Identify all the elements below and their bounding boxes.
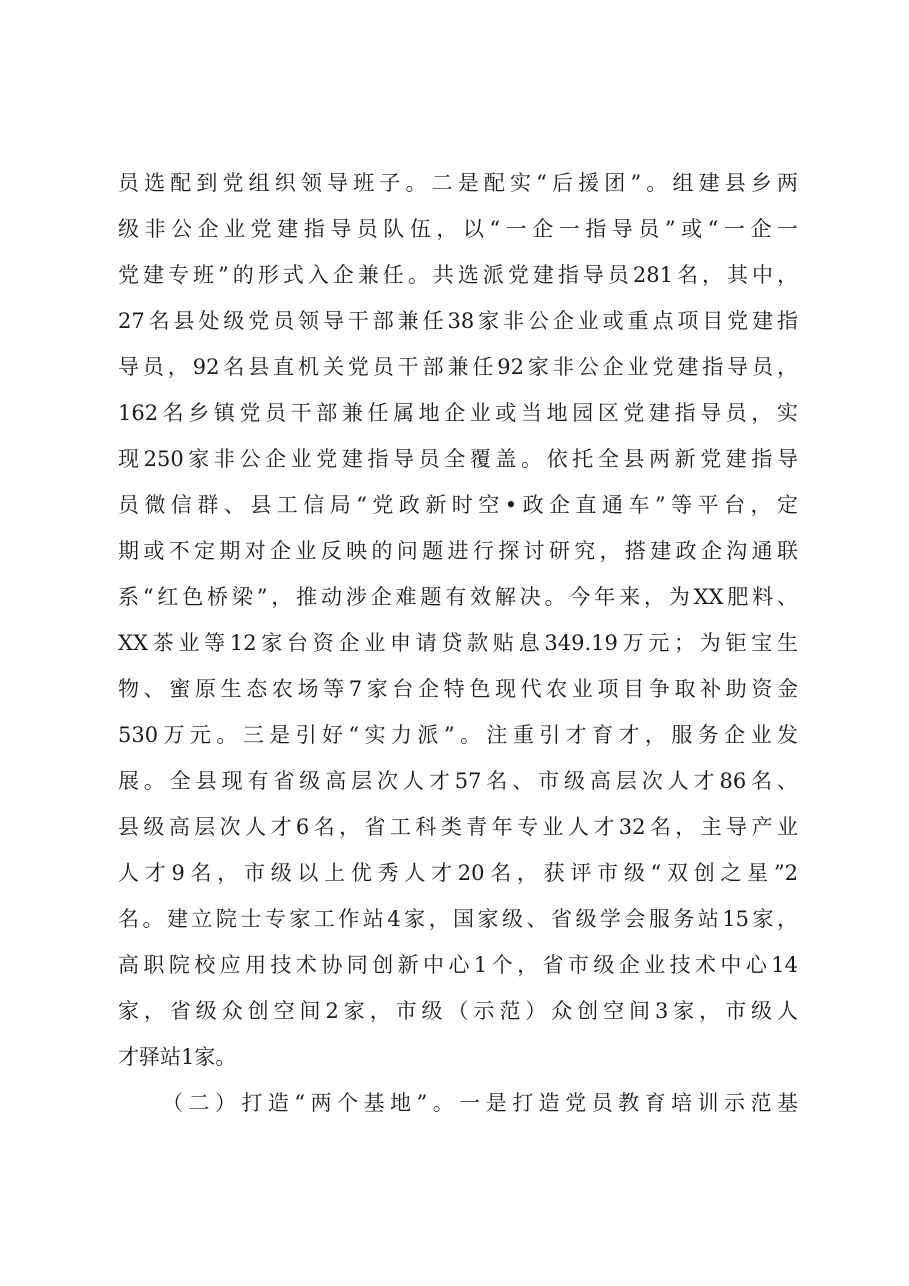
text-line: 物、蜜原生态农场等7家台企特色现代农业项目争取补助资金 xyxy=(118,677,798,701)
body-text xyxy=(118,160,798,1126)
text-line: 导员，92名县直机关党员干部兼任92家非公企业党建指导员， xyxy=(118,355,798,379)
paragraph-end-line: 才驿站1家。 xyxy=(118,1045,237,1069)
text-line: 27名县处级党员领导干部兼任38家非公企业或重点项目党建指 xyxy=(118,309,798,333)
text-line: 系“红色桥梁”，推动涉企难题有效解决。今年来，为XX肥料、 xyxy=(118,585,798,609)
text-line: 县级高层次人才6名，省工科类青年专业人才32名，主导产业 xyxy=(118,815,798,839)
text-line: XX茶业等12家台资企业申请贷款贴息349.19万元；为钜宝生 xyxy=(118,631,798,655)
text-line: 现250家非公企业党建指导员全覆盖。依托全县两新党建指导 xyxy=(118,447,798,471)
section-heading-line: （二）打造“两个基地”。一是打造党员教育培训示范基 xyxy=(162,1091,798,1115)
text-line: 名。建立院士专家工作站4家，国家级、省级学会服务站15家， xyxy=(118,907,798,931)
text-line: 展。全县现有省级高层次人才57名、市级高层次人才86名、 xyxy=(118,769,798,793)
text-line: 162名乡镇党员干部兼任属地企业或当地园区党建指导员，实 xyxy=(118,401,798,425)
text-line: 员选配到党组织领导班子。二是配实“后援团”。组建县乡两 xyxy=(118,171,798,195)
text-line: 党建专班”的形式入企兼任。共选派党建指导员281名，其中， xyxy=(118,263,798,287)
text-line: 高职院校应用技术协同创新中心1个，省市级企业技术中心14 xyxy=(118,953,798,977)
text-line: 530万元。三是引好“实力派”。注重引才育才，服务企业发 xyxy=(118,723,798,747)
text-line: 级非公企业党建指导员队伍，以“一企一指导员”或“一企一 xyxy=(118,217,798,241)
text-line: 员微信群、县工信局“党政新时空•政企直通车”等平台，定 xyxy=(118,493,798,517)
text-line: 人才9名，市级以上优秀人才20名，获评市级“双创之星”2 xyxy=(118,861,798,885)
text-line: 家，省级众创空间2家，市级（示范）众创空间3家，市级人 xyxy=(118,999,798,1023)
text-line: 期或不定期对企业反映的问题进行探讨研究，搭建政企沟通联 xyxy=(118,539,798,563)
